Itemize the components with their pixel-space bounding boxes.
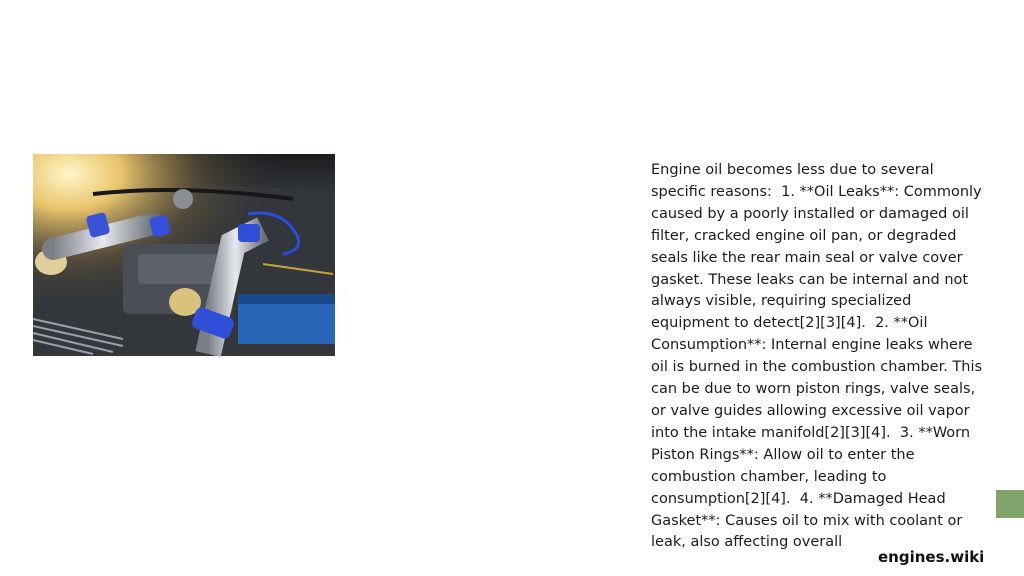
article-body: Engine oil becomes less due to several specific reasons: 1. **Oil Leaks**: Commonly caused by a poorly installed or damaged oil filter, cracked engine oil pan, or degraded seals like the rear main seal or valve cover gasket. These leaks can be internal and not always visible, requiring specialized equipment to detect[2][3][4]. 2. **Oil Consumption**: Internal engine leaks where oil is burned in the combustion chamber. This can be due to worn piston rings, valve seals, or valve guides allowing excessive oil vapor into the intake manifold[2][3][4]. 3. **Worn Piston Rings**: Allow oil to enter the combustion chamber, leading to consumption[2][4]. 4. **Damaged Head Gasket**: Causes oil to mix with coolant or leak, also affecting overall [651, 162, 987, 551]
engine-illustration [33, 154, 335, 356]
article-text [651, 160, 986, 576]
engine-photo [33, 154, 335, 356]
side-tab-button[interactable] [996, 490, 1024, 518]
site-watermark: engines.wiki [878, 548, 985, 566]
